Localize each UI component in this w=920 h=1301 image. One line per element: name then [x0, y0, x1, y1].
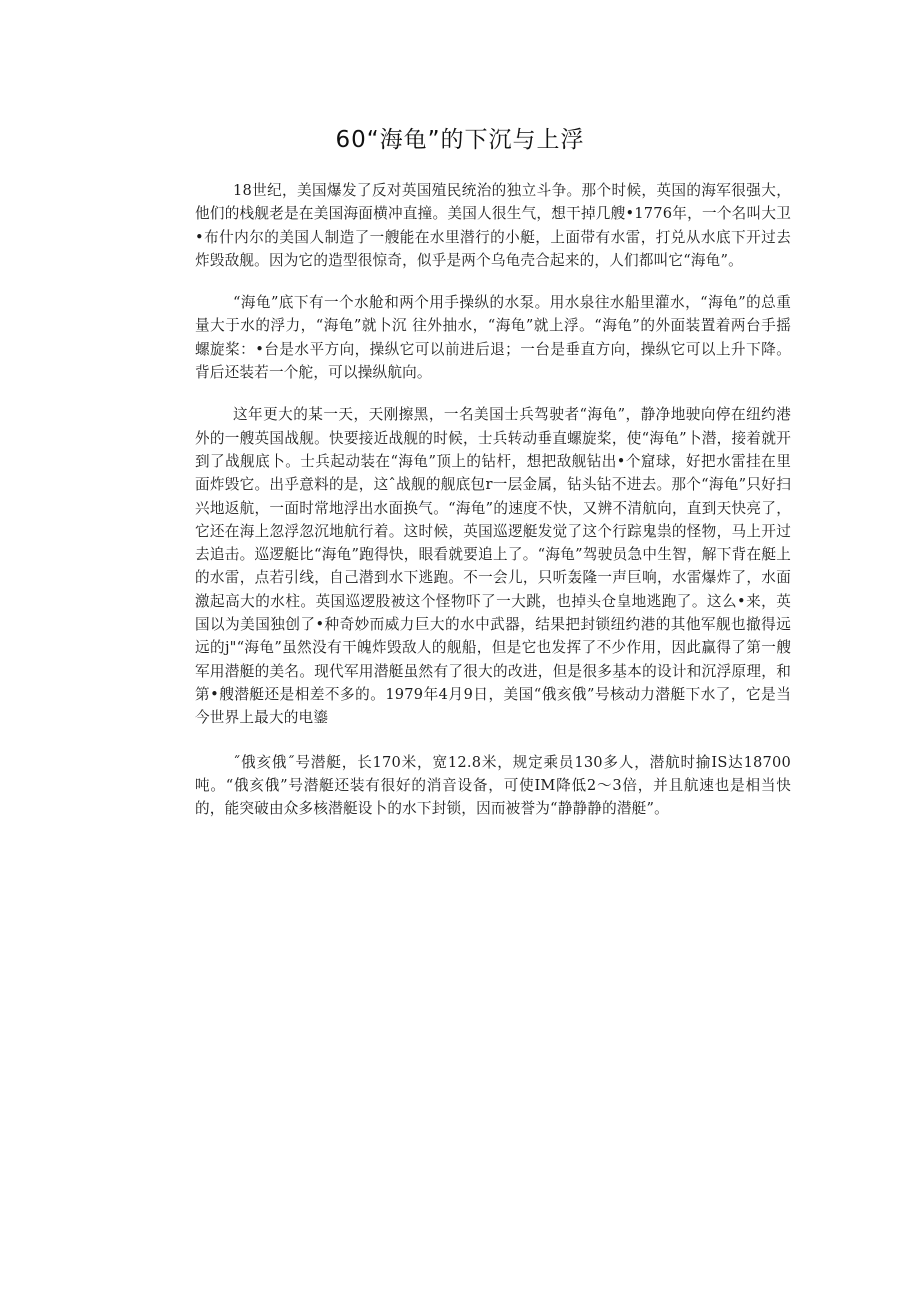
paragraph-mechanism: “海龟”底下有一个水舱和两个用手操纵的水泵。用水泉往水船里灌水，“海龟”的总重量大于水的浮力，“海龟”就卜沉 往外抽水，“海龟”就上浮。“海龟”的外面装置着两台手摇螺旋桨：•台是水平方向，操纵它可以前进后退；一台是垂直方向，操纵它可以上升下降。背后还装若一个舵，可以操纵航向。	[195, 294, 791, 382]
document-title: 60“海龟”的下沉与上浮	[335, 127, 585, 153]
paragraph-mission: 这年更大的某一天，天刚擦黑，一名美国士兵驾驶者“海龟”，静净地驶向停在纽约港外的一艘英国战舰。快要接近战舰的时候，士兵转动垂直螺旋桨，使“海龟”卜潜，接着就开到了战舰底卜。士兵起动装在“海龟”顶上的钻杆，想把敌舰钻出•个窟球，好把水雷挂在里面炸毁它。出乎意料的是，这ˆ战舰的舰底包r一层金属，钻头钻不进去。那个“海龟”只好扫兴地返航，一面时常地浮出水面换气。“海龟”的速度不快，又辨不清航向，直到天快亮了，它还在海上忽浮忽沉地航行着。这时候，英国巡逻艇发觉了这个行踪鬼祟的怪物，马上开过去追击。巡逻艇比“海龟”跑得快，眼看就要追上了。“海龟”驾驶员急中生智，解下背在艇上的水雷，点若引线，自己潜到水下逃跑。不一会儿，只听轰隆一声巨响，水雷爆炸了，水面激起高大的水柱。英国巡逻股被这个怪物吓了一大跳，也掉头仓皇地逃跑了。这么•来，英国以为美国独创了•种奇妙而威力巨大的水中武器，结果把封锁纽约港的其他军舰也撤得远远的j"“海龟”虽然没有干魄炸毁敌人的舰船，但是它也发挥了不少作用，因此赢得了第一艘军用潜艇的美名。现代军用潜艇虽然有了很大的改进，但是很多基本的设计和沉浮原理，和第•艘潜艇还是相差不多的。1979年4月9日，美国“俄亥俄”号核动力潜艇下水了，它是当今世界上最大的电鎏	[195, 406, 791, 727]
document-body	[195, 179, 791, 840]
paragraph-ohio-submarine: ˝俄亥俄˝号潜艇，长170米，宽12.8米，规定乘员130多人，潜航时揄IS达18700吨。“俄亥俄”号潜艇还装有很好的消音设备，可使IM降低2～3倍，并且航速也是相当快的，能突破由众多核潜艇设卜的水下封锁，因而被誉为“静静静的潜艇”。	[195, 753, 791, 818]
paragraph-history: 18世纪，美国爆发了反对英国殖民统治的独立斗争。那个时候，英国的海军很强大，他们的栈舰老是在美国海面横冲直撞。美国人很生气，想干掉几艘•1776年，一个名叫大卫•布什内尔的美国人制造了一艘能在水里潜行的小艇，上面带有水雷，打兑从水底下开过去炸毁敌舰。因为它的造型很惊奇，似乎是两个乌龟壳合起来的，人们都叫它“海龟”。	[195, 182, 791, 269]
